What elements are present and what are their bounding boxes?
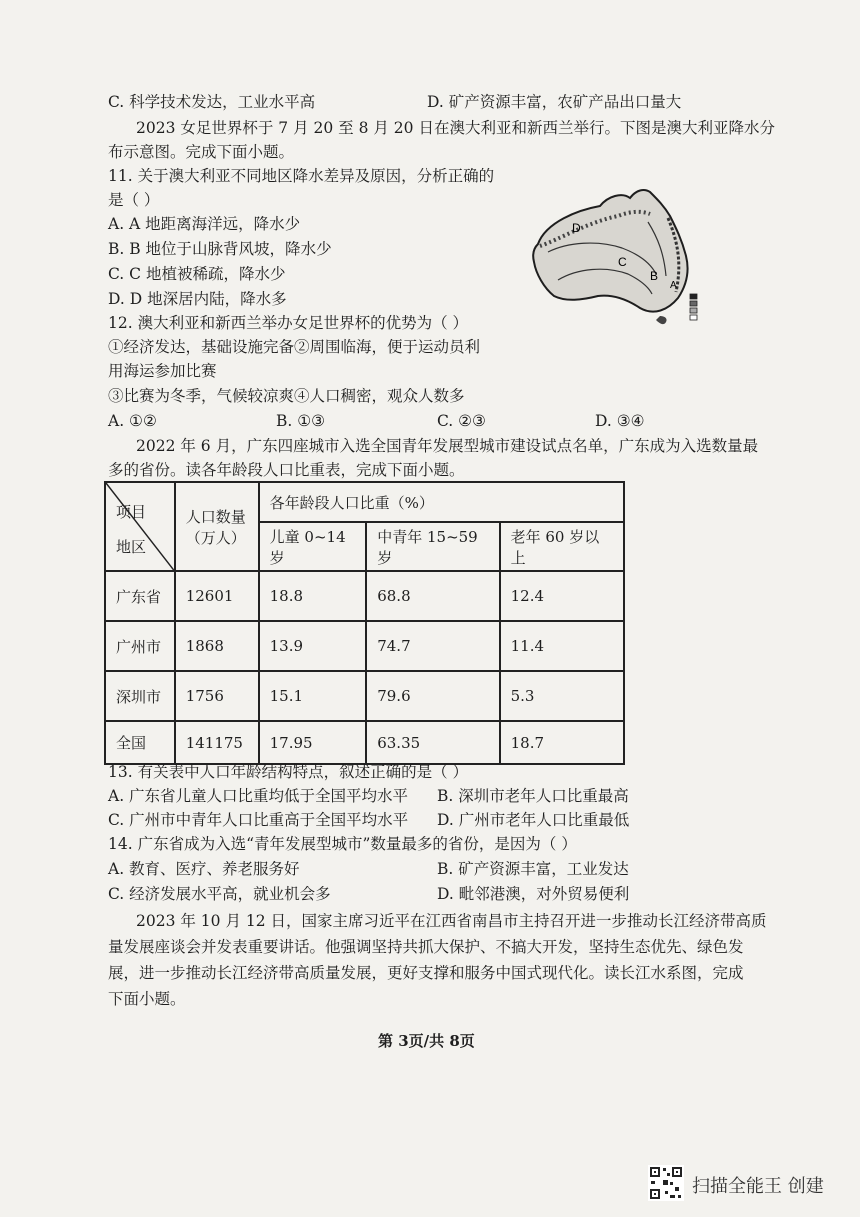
cell-middle: 79.6 — [366, 671, 499, 721]
q12-stem: 12. 澳大利亚和新西兰举办女足世界杯的优势为（ ） — [108, 314, 469, 332]
cell-child: 15.1 — [259, 671, 367, 721]
scanner-watermark-text: 扫描全能王 创建 — [692, 1176, 824, 1197]
cell-population: 1756 — [175, 671, 259, 721]
q13-option-b: B. 深圳市老年人口比重最高 — [437, 787, 629, 805]
cell-middle: 74.7 — [366, 621, 499, 671]
cell-old: 5.3 — [500, 671, 624, 721]
table-row — [105, 621, 624, 671]
cell-old: 12.4 — [500, 571, 624, 621]
cell-old: 11.4 — [500, 621, 624, 671]
table-corner-cell — [105, 482, 175, 571]
cell-child: 17.95 — [259, 721, 367, 764]
table-row — [105, 671, 624, 721]
q11-option-b: B. B 地位于山脉背风坡，降水少 — [108, 240, 332, 258]
population-header-line1: 人口数量 — [185, 507, 246, 526]
cell-population: 12601 — [175, 571, 259, 621]
q11-option-c: C. C 地植被稀疏，降水少 — [108, 265, 286, 283]
cell-old: 18.7 — [500, 721, 624, 764]
q13-stem: 13. 有关表中人口年龄结构特点，叙述正确的是（ ） — [108, 763, 469, 781]
cell-region: 全国 — [105, 721, 175, 764]
cell-child: 13.9 — [259, 621, 367, 671]
cell-middle: 63.35 — [366, 721, 499, 764]
q14-option-c: C. 经济发展水平高，就业机会多 — [108, 885, 331, 903]
intro-worldcup-line2: 布示意图。完成下面小题。 — [108, 143, 295, 161]
cell-population: 141175 — [175, 721, 259, 764]
q12-option-d: D. ③④ — [595, 412, 645, 430]
intro-yangtze-line1: 2023 年 10 月 12 日，国家主席习近平在江西省南昌市主持召开进一步推动长江经济带高质 — [136, 912, 767, 930]
page-number: 第 3页/共 8页 — [378, 1032, 475, 1050]
q11-option-d: D. D 地深居内陆，降水多 — [108, 290, 287, 308]
cell-region: 广州市 — [105, 621, 175, 671]
q10-option-c: C. 科学技术发达，工业水平高 — [108, 93, 316, 111]
corner-label-top: 项目 — [116, 502, 147, 521]
age-group-header: 各年龄段人口比重（%） — [259, 482, 624, 522]
q14-stem: 14. 广东省成为入选“青年发展型城市”数量最多的省份，是因为（ ） — [108, 835, 577, 853]
q13-option-a: A. 广东省儿童人口比重均低于全国平均水平 — [108, 787, 409, 805]
q11-stem-line1: 11. 关于澳大利亚不同地区降水差异及原因，分析正确的 — [108, 167, 495, 185]
table-row — [105, 571, 624, 621]
map-label-a: A — [670, 280, 677, 291]
age-structure-table — [104, 481, 625, 765]
q12-option-c: C. ②③ — [437, 412, 486, 430]
q12-statement-1: ①经济发达，基础设施完备②周围临海，便于运动员利 — [108, 338, 481, 356]
cell-region: 广东省 — [105, 571, 175, 621]
q11-option-a: A. A 地距离海洋远，降水少 — [108, 215, 301, 233]
q12-option-a: A. ①② — [108, 412, 157, 430]
q12-statement-3: ③比赛为冬季，气候较凉爽④人口稠密，观众人数多 — [108, 387, 465, 405]
map-label-c: C — [618, 255, 627, 269]
intro-guangdong-line1: 2022 年 6 月，广东四座城市入选全国青年发展型城市建设试点名单，广东成为入选数量最 — [136, 437, 759, 455]
cell-child: 18.8 — [259, 571, 367, 621]
q12-statement-2: 用海运参加比赛 — [108, 362, 217, 380]
intro-yangtze-line4: 下面小题。 — [108, 990, 186, 1008]
header-child: 儿童 0~14 岁 — [259, 522, 367, 571]
population-header-line2: （万人） — [185, 528, 246, 547]
header-middle: 中青年 15~59 岁 — [366, 522, 499, 571]
q10-option-d: D. 矿产资源丰富，农矿产品出口量大 — [427, 93, 682, 111]
qr-code-icon — [648, 1165, 684, 1201]
q11-stem-line2: 是（ ） — [108, 191, 160, 209]
australia-precipitation-map — [518, 182, 724, 332]
corner-label-bottom: 地区 — [116, 537, 147, 556]
intro-yangtze-line3: 展，进一步推动长江经济带高质量发展，更好支撑和服务中国式现代化。读长江水系图，完成 — [108, 964, 744, 982]
cell-population: 1868 — [175, 621, 259, 671]
cell-region: 深圳市 — [105, 671, 175, 721]
intro-yangtze-line2: 量发展座谈会并发表重要讲话。他强调坚持共抓大保护、不搞大开发，坚持生态优先、绿色发 — [108, 938, 744, 956]
table-row — [105, 721, 624, 764]
intro-guangdong-line2: 多的省份。读各年龄段人口比重表，完成下面小题。 — [108, 461, 465, 479]
intro-worldcup-line1: 2023 女足世界杯于 7 月 20 至 8 月 20 日在澳大利亚和新西兰举行。下图是澳大利亚降水分 — [136, 119, 775, 137]
australia-map-graphic — [518, 182, 724, 332]
q14-option-a: A. 教育、医疗、养老服务好 — [108, 860, 300, 878]
q12-option-b: B. ①③ — [276, 412, 326, 430]
map-label-d: D — [572, 221, 581, 235]
q13-option-d: D. 广州市老年人口比重最低 — [437, 811, 630, 829]
q14-option-b: B. 矿产资源丰富，工业发达 — [437, 860, 629, 878]
cell-middle: 68.8 — [366, 571, 499, 621]
q13-option-c: C. 广州市中青年人口比重高于全国平均水平 — [108, 811, 409, 829]
population-header — [175, 482, 259, 571]
map-label-b: B — [650, 269, 659, 283]
q14-option-d: D. 毗邻港澳，对外贸易便利 — [437, 885, 630, 903]
header-old: 老年 60 岁以上 — [500, 522, 624, 571]
